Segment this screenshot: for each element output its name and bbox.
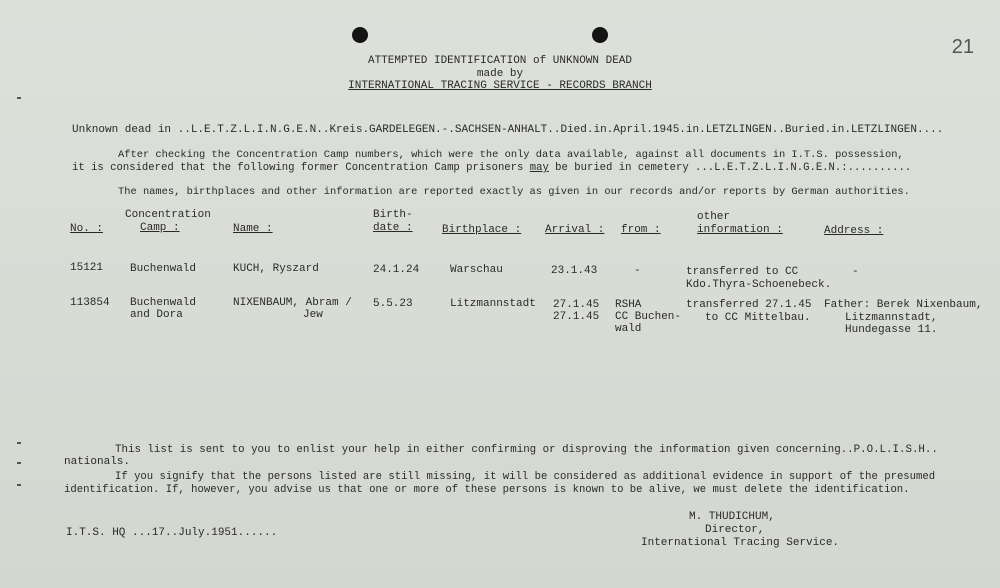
enlist-line-2: nationals.	[64, 456, 131, 468]
signatory-title: Director,	[705, 524, 765, 536]
cell-address-2: Litzmannstadt,	[845, 312, 938, 324]
punch-hole-right	[592, 27, 608, 43]
checking-line-1: After checking the Concentration Camp numbers, which were the only data available, against all documents in I.T.S. possession,	[118, 149, 904, 161]
names-note: The names, birthplaces and other information are reported exactly as given in our records and/or reports by German authorities.	[118, 186, 910, 198]
cell-from-2: CC Buchen-	[615, 311, 682, 323]
margin-tick	[17, 442, 21, 444]
cell-from-3: wald	[615, 323, 642, 335]
margin-tick	[17, 462, 21, 464]
signify-line-2: identification. If, however, you advise us that one or more of these persons is known to be alive, we must delete the identification.	[64, 484, 910, 496]
signatory-org: International Tracing Service.	[641, 537, 840, 549]
col-header-birthplace: Birthplace :	[442, 224, 522, 236]
col-header-no: No. :	[70, 223, 104, 235]
col-header-birthdate-2: date :	[373, 222, 413, 234]
cell-other-1: transferred to CC	[686, 266, 799, 278]
cell-birthdate: 24.1.24	[373, 264, 420, 276]
col-header-address: Address :	[824, 225, 884, 237]
col-header-arrival: Arrival :	[545, 224, 605, 236]
cell-no: 113854	[70, 297, 110, 309]
signatory-name: M. THUDICHUM,	[689, 511, 775, 523]
cell-address-3: Hundegasse 11.	[845, 324, 938, 336]
cell-other-1: transferred 27.1.45	[686, 299, 812, 311]
margin-tick	[17, 97, 21, 99]
col-header-from: from :	[621, 224, 661, 236]
col-header-other-2: information :	[697, 224, 783, 236]
page-number: 21	[951, 36, 974, 58]
unknown-dead-line: Unknown dead in ..L.E.T.Z.L.I.N.G.E.N..Kreis.GARDELEGEN.-.SACHSEN-ANHALT..Died.in.April.1945.in.LETZLINGEN..Buried.in.LETZLINGEN....	[72, 124, 944, 136]
doc-subtitle: made by	[476, 68, 524, 80]
enlist-line-1: This list is sent to you to enlist your help in either confirming or disproving the information given concerning..P.O.L.I.S.H..	[115, 444, 938, 456]
cell-birthplace: Warschau	[450, 264, 503, 276]
cell-arrival: 23.1.43	[551, 265, 598, 277]
col-header-camp-1: Concentration	[125, 209, 211, 221]
cell-camp: Buchenwald	[130, 263, 197, 275]
margin-tick	[17, 484, 21, 486]
doc-title: ATTEMPTED IDENTIFICATION of UNKNOWN DEAD	[367, 55, 633, 67]
col-header-camp-2: Camp :	[140, 222, 180, 234]
cell-other-2: to CC Mittelbau.	[705, 312, 811, 324]
col-header-birthdate-1: Birth-	[373, 209, 413, 221]
cell-from: -	[634, 265, 641, 277]
col-header-other-1: other	[697, 211, 731, 223]
cell-arrival-1: 27.1.45	[553, 299, 600, 311]
cell-camp-1: Buchenwald	[130, 297, 197, 309]
punch-hole-left	[352, 27, 368, 43]
cell-other-2: Kdo.Thyra-Schoenebeck.	[686, 279, 832, 291]
cell-name-2: Jew	[303, 309, 323, 321]
col-header-name: Name :	[233, 223, 273, 235]
cell-arrival-2: 27.1.45	[553, 311, 600, 323]
checking-line-2: it is considered that the following former Concentration Camp prisoners may be buried in cemetery ...L.E.T.Z.L.I.N.G.E.N.:..........	[72, 162, 912, 174]
cell-camp-2: and Dora	[130, 309, 183, 321]
cell-no: 15121	[70, 262, 104, 274]
cell-address: -	[852, 266, 859, 278]
cell-birthplace: Litzmannstadt	[450, 298, 536, 310]
cell-from-1: RSHA	[615, 299, 642, 311]
cell-birthdate: 5.5.23	[373, 298, 413, 310]
its-hq-date: I.T.S. HQ ...17..July.1951......	[66, 527, 278, 539]
signify-line-1: If you signify that the persons listed are still missing, it will be considered as additional evidence in support of the presumed	[115, 471, 936, 483]
cell-address-1: Father: Berek Nixenbaum,	[824, 299, 983, 311]
cell-name-1: NIXENBAUM, Abram /	[233, 297, 352, 309]
cell-name: KUCH, Ryszard	[233, 263, 319, 275]
doc-org: INTERNATIONAL TRACING SERVICE - RECORDS BRANCH	[348, 80, 652, 92]
